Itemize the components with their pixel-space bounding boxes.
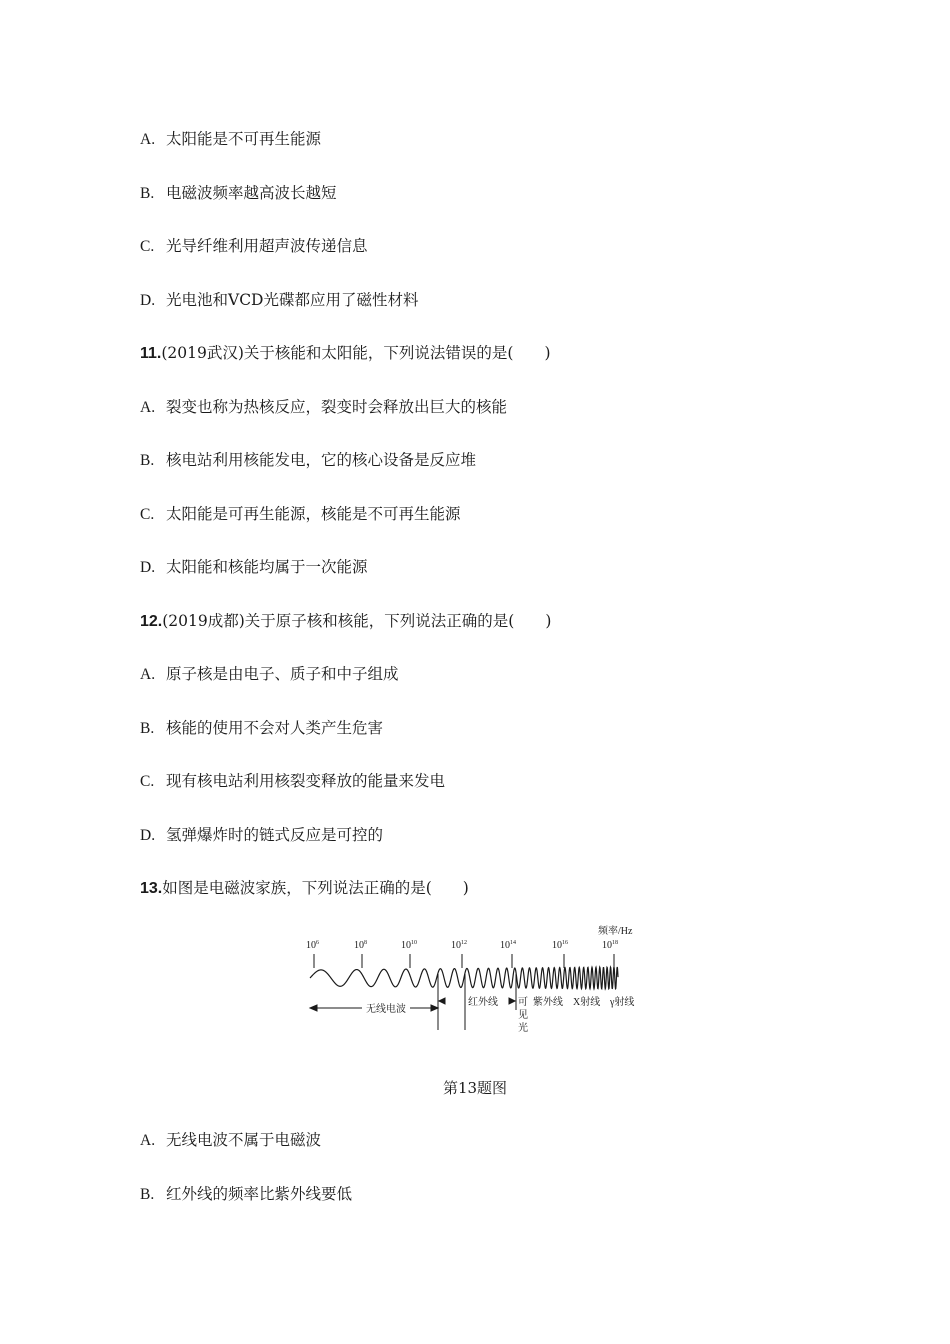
q12-stem <box>140 609 551 631</box>
option-label: B. <box>140 452 155 469</box>
q12-option-b <box>140 716 383 738</box>
band-label-visible-1: 可 <box>518 997 528 1008</box>
q12-option-d <box>140 823 383 845</box>
band-label-visible-2: 见 <box>518 1010 528 1021</box>
option-label: C. <box>140 773 155 790</box>
q10-option-d <box>140 288 418 310</box>
option-text: 太阳能是可再生能源，核能是不可再生能源 <box>166 505 461 523</box>
option-text: 裂变也称为热核反应，裂变时会释放出巨大的核能 <box>166 398 508 416</box>
em-wave <box>310 967 618 989</box>
tick-labels <box>306 940 618 951</box>
option-text: 原子核是由电子、质子和中子组成 <box>166 665 399 683</box>
option-text: 光电池和VCD光碟都应用了磁性材料 <box>166 291 419 309</box>
band-label-gamma: γ射线 <box>610 997 635 1008</box>
tick-marks <box>314 954 614 968</box>
q10-option-b <box>140 181 337 203</box>
option-label: C. <box>140 506 155 523</box>
q11-option-a <box>140 395 507 417</box>
option-text: 现有核电站利用核裂变释放的能量来发电 <box>166 772 446 790</box>
tick-label-1e12: $10^{12}$ <box>451 940 467 951</box>
q11-stem <box>140 341 551 363</box>
question-text: (2019武汉)关于核能和太阳能，下列说法错误的是( ) <box>161 344 551 362</box>
question-number: 12. <box>140 613 163 630</box>
option-text: 红外线的频率比紫外线要低 <box>166 1185 353 1203</box>
frequency-axis-label: 频率/Hz <box>598 926 633 937</box>
tick-label-1e10: $10^{10}$ <box>401 940 417 951</box>
tick-label-1e14: $10^{14}$ <box>500 940 516 951</box>
option-text: 太阳能是不可再生能源 <box>166 130 322 148</box>
q11-option-c <box>140 502 461 524</box>
option-label: A. <box>140 1132 156 1149</box>
band-label-ultraviolet: 紫外线 <box>533 997 563 1008</box>
question-text: 如图是电磁波家族，下列说法正确的是( ) <box>162 879 469 897</box>
question-text: (2019成都)关于原子核和核能，下列说法正确的是( ) <box>162 612 552 630</box>
option-label: D. <box>140 559 156 576</box>
option-label: D. <box>140 292 156 309</box>
tick-label-1e18: $10^{18}$ <box>602 940 618 951</box>
band-label-xray: X射线 <box>573 997 601 1008</box>
option-label: B. <box>140 720 155 737</box>
option-text: 光导纤维利用超声波传递信息 <box>166 237 368 255</box>
question-number: 11. <box>140 345 162 362</box>
option-label: C. <box>140 238 155 255</box>
option-label: B. <box>140 185 155 202</box>
q12-option-a <box>140 662 399 684</box>
band-label-visible-3: 光 <box>518 1023 528 1034</box>
q10-option-c <box>140 234 368 256</box>
option-label: B. <box>140 1186 155 1203</box>
q13-stem <box>140 876 469 898</box>
q10-option-a <box>140 127 321 149</box>
em-spectrum-figure <box>300 922 650 1042</box>
option-text: 核能的使用不会对人类产生危害 <box>166 719 384 737</box>
option-text: 核电站利用核能发电，它的核心设备是反应堆 <box>166 451 477 469</box>
figure-caption: 第13题图 <box>442 1079 508 1097</box>
option-label: D. <box>140 827 156 844</box>
option-label: A. <box>140 666 156 683</box>
option-text: 氢弹爆炸时的链式反应是可控的 <box>166 826 384 844</box>
option-text: 无线电波不属于电磁波 <box>166 1131 322 1149</box>
tick-label-1e8: $10^8$ <box>354 940 367 951</box>
band-label-infrared: 红外线 <box>468 997 498 1008</box>
q11-option-d <box>140 555 368 577</box>
band-label-radio: 无线电波 <box>366 1004 406 1015</box>
option-text: 太阳能和核能均属于一次能源 <box>166 558 368 576</box>
option-label: A. <box>140 399 156 416</box>
q11-option-b <box>140 448 476 470</box>
q13-option-b <box>140 1182 352 1204</box>
q13-option-a <box>140 1128 321 1150</box>
option-text: 电磁波频率越高波长越短 <box>166 184 337 202</box>
q12-option-c <box>140 769 445 791</box>
tick-label-1e6: $10^6$ <box>306 940 319 951</box>
question-number: 13. <box>140 880 163 897</box>
option-label: A. <box>140 131 156 148</box>
tick-label-1e16: $10^{16}$ <box>552 940 568 951</box>
